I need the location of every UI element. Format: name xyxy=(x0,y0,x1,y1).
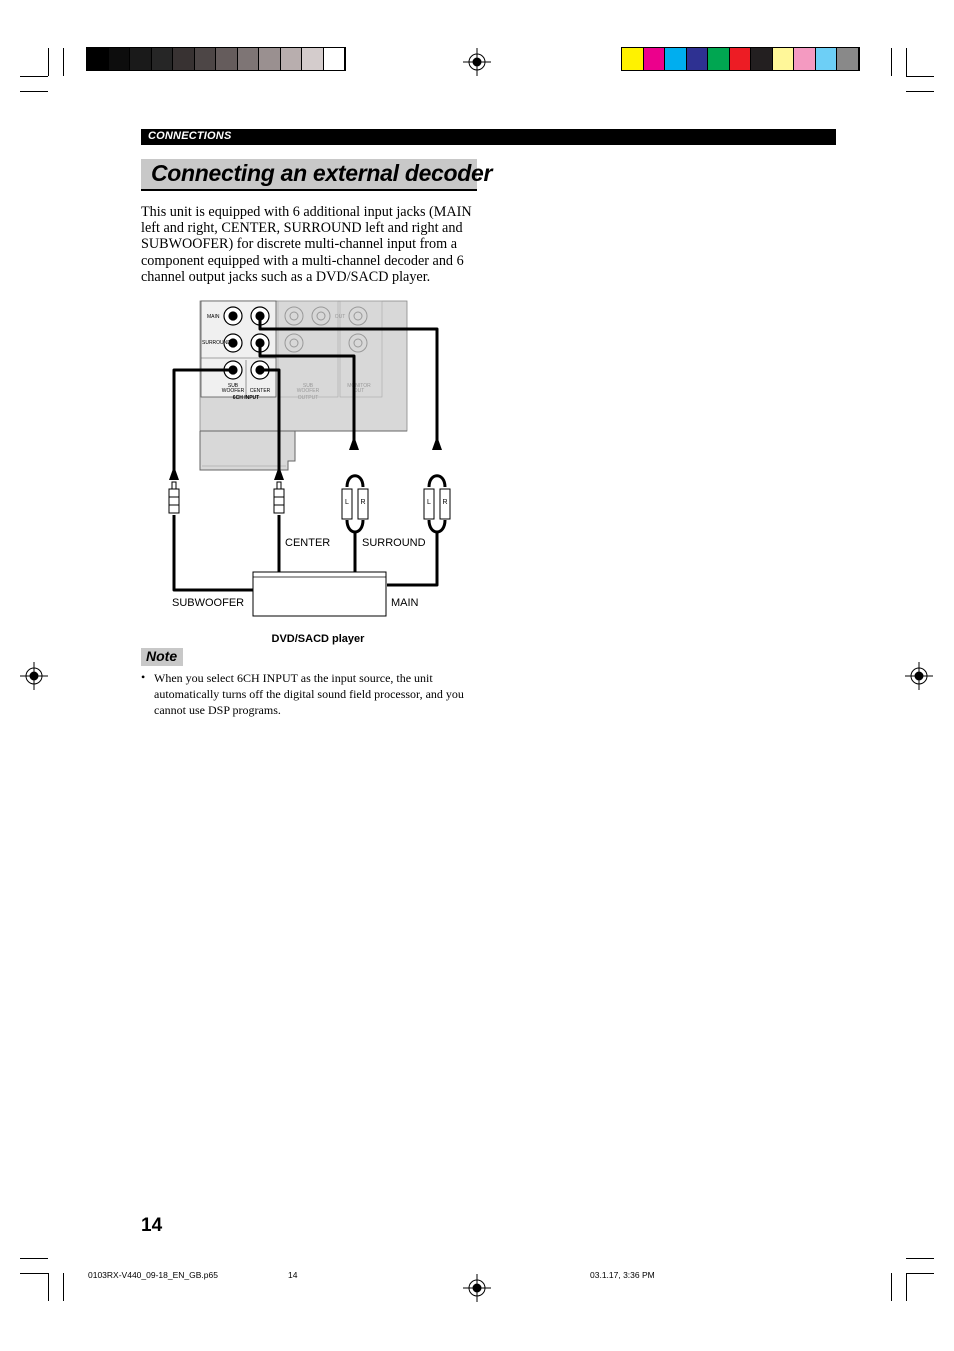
color-swatch-5 xyxy=(708,48,730,70)
label-subwoofer: SUBWOOFER xyxy=(172,597,245,609)
grayscale-swatch-5 xyxy=(173,48,195,70)
arrow-surround xyxy=(349,436,359,450)
color-swatch-7 xyxy=(751,48,773,70)
plug-label-main-r: R xyxy=(442,499,448,506)
panel-label-surround: SURROUND xyxy=(202,340,231,346)
note-label: Note xyxy=(146,648,178,664)
panel-label-6ch-input: 6CH INPUT xyxy=(232,395,260,401)
panel-label-out: OUT xyxy=(334,314,346,320)
grayscale-swatch-6 xyxy=(195,48,217,70)
color-swatch-6 xyxy=(730,48,752,70)
label-dvd-player: DVD/SACD player xyxy=(271,633,365,645)
color-swatch-2 xyxy=(644,48,666,70)
plug-subwoofer xyxy=(169,489,179,513)
registration-target-bottom xyxy=(463,1274,491,1302)
panel-label-sub-output-1: SUB xyxy=(302,383,314,389)
page-number: 14 xyxy=(141,1215,163,1236)
grayscale-swatch-12 xyxy=(324,48,346,70)
grayscale-swatch-1 xyxy=(87,48,109,70)
color-swatch-11 xyxy=(837,48,859,70)
grayscale-swatch-4 xyxy=(152,48,174,70)
grayscale-swatch-8 xyxy=(238,48,260,70)
plug-label-surround-l: L xyxy=(345,499,349,506)
grayscale-swatch-10 xyxy=(281,48,303,70)
footer-date: 03.1.17, 3:36 PM xyxy=(590,1270,655,1280)
panel-label-monitor-1: MONITOR xyxy=(347,383,371,389)
connection-diagram xyxy=(140,295,485,650)
note-text: When you select 6CH INPUT as the input source, the unit automatically turns off the digital sound field processor, and you cannot use DSP programs. xyxy=(154,671,464,718)
color-swatch-1 xyxy=(622,48,644,70)
grayscale-swatch-3 xyxy=(130,48,152,70)
label-main: MAIN xyxy=(391,597,419,609)
arrow-main xyxy=(432,436,442,450)
color-bar xyxy=(621,47,860,71)
arrow-subwoofer xyxy=(169,466,179,480)
plug-center xyxy=(274,489,284,513)
grayscale-bar xyxy=(86,47,346,71)
grayscale-swatch-2 xyxy=(109,48,131,70)
footer-file: 0103RX-V440_09-18_EN_GB.p65 xyxy=(88,1270,218,1280)
registration-target-left xyxy=(20,662,48,690)
note-bullet: • xyxy=(141,670,146,684)
footer-page: 14 xyxy=(288,1270,298,1280)
grayscale-swatch-7 xyxy=(216,48,238,70)
color-swatch-3 xyxy=(665,48,687,70)
panel-label-sub-output-2: WOOFER xyxy=(296,388,320,394)
registration-target-top xyxy=(463,48,491,76)
rca-plugs xyxy=(169,482,450,519)
color-swatch-8 xyxy=(773,48,795,70)
panel-label-main: MAIN xyxy=(207,314,220,320)
panel-label-output: OUTPUT xyxy=(297,395,319,401)
color-swatch-4 xyxy=(687,48,709,70)
panel-label-monitor-2: OUT xyxy=(353,388,365,394)
dvd-player-box xyxy=(253,572,386,616)
registration-target-right xyxy=(905,662,933,690)
plug-label-main-l: L xyxy=(427,499,431,506)
panel-label-sub-woofer-2: WOOFER xyxy=(221,388,245,394)
color-swatch-10 xyxy=(816,48,838,70)
color-swatch-9 xyxy=(794,48,816,70)
grayscale-swatch-11 xyxy=(302,48,324,70)
label-surround: SURROUND xyxy=(362,537,426,549)
plug-label-surround-r: R xyxy=(360,499,366,506)
panel-label-center: CENTER xyxy=(249,388,271,394)
label-center: CENTER xyxy=(285,537,331,549)
intro-paragraph: This unit is equipped with 6 additional input jacks (MAIN left and right, CENTER, SURROUND left and right and SUBWOOFER) for discrete multi-channel input from a component equipped with a multi-channel decoder and 6 channel output jacks such as a DVD/SACD player. xyxy=(141,204,472,285)
grayscale-swatch-9 xyxy=(259,48,281,70)
page-title: Connecting an external decoder xyxy=(151,160,493,186)
section-bar xyxy=(141,129,836,145)
section-label: CONNECTIONS xyxy=(148,130,232,142)
panel-label-sub-woofer-1: SUB xyxy=(227,383,239,389)
